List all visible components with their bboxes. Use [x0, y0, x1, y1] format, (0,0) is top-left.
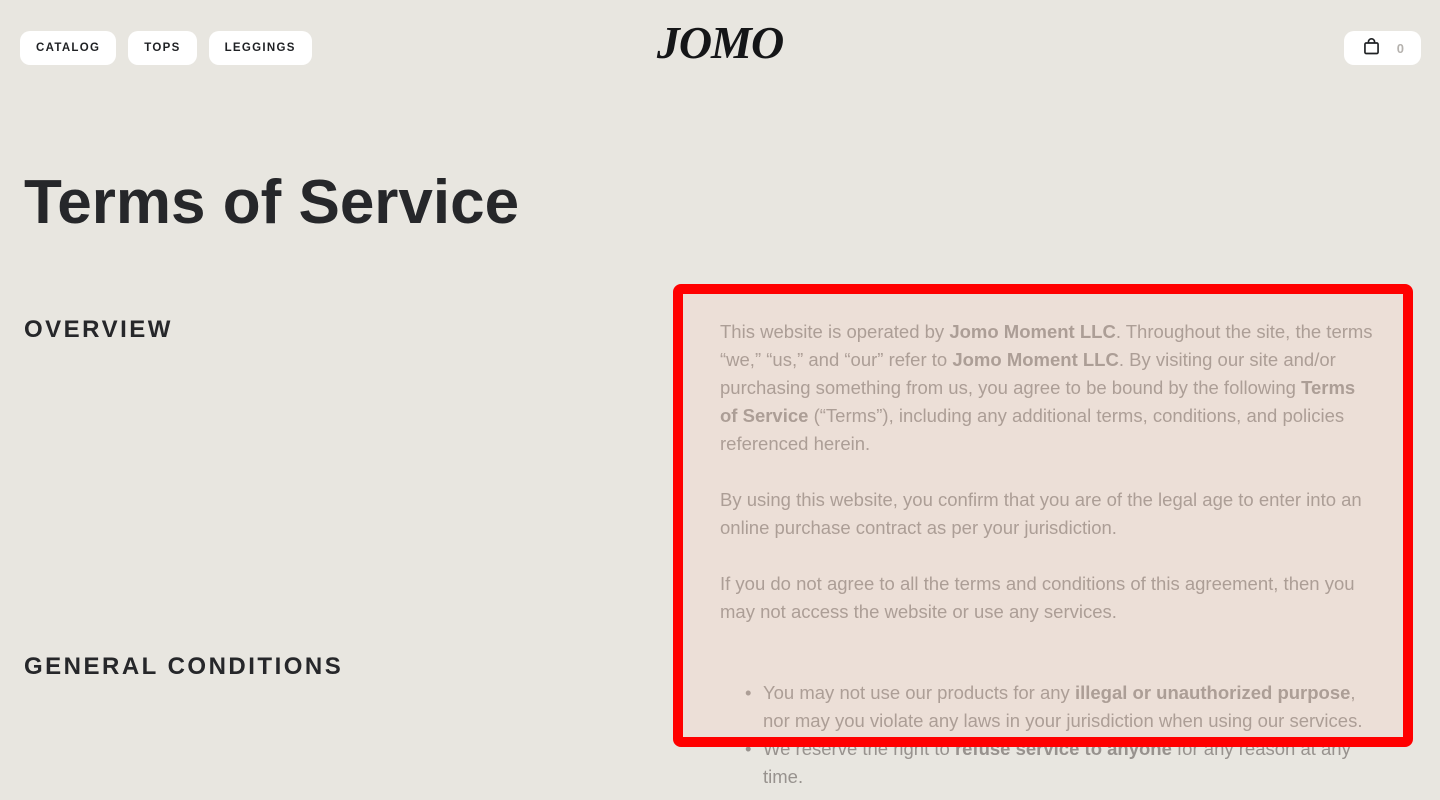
general-conditions-list	[720, 679, 1376, 791]
general-conditions-heading: GENERAL CONDITIONS	[24, 653, 344, 680]
general-conditions-content	[720, 653, 1440, 791]
cart-count: 0	[1396, 40, 1404, 56]
bullet-item: • You may not use our products for any illegal or unauthorized purpose, nor may you violate any laws in your jurisdiction when using our services.	[745, 679, 1376, 735]
overview-heading: OVERVIEW	[24, 316, 173, 343]
site-logo[interactable]: JOMO	[656, 17, 784, 68]
section-general-conditions	[0, 653, 1440, 791]
page-title: Terms of Service	[24, 168, 520, 237]
paragraph: If you do not agree to all the terms and conditions of this agreement, then you may not access the website or use any services.	[720, 573, 1355, 622]
nav-button-tops[interactable]: TOPS	[128, 31, 196, 65]
shopping-bag-icon	[1361, 36, 1382, 60]
nav-button-leggings[interactable]: LEGGINGS	[209, 31, 312, 65]
main-nav	[20, 31, 312, 65]
bullet-item: • We reserve the right to refuse service to anyone for any reason at any time.	[745, 735, 1376, 791]
paragraph: This website is operated by Jomo Moment LLC. Throughout the site, the terms “we,” “us,” and “our” refer to Jomo Moment LLC. By visiting our site and/or purchasing something from us, you agree to be bound by the following Terms of Service (“Terms”), including any additional terms, conditions, and policies referenced herein.	[720, 321, 1373, 454]
terms-body	[0, 316, 1440, 791]
cart-button[interactable]	[1344, 31, 1421, 65]
overview-text	[720, 316, 1376, 626]
paragraph: By using this website, you confirm that you are of the legal age to enter into an online purchase contract as per your jurisdiction.	[720, 489, 1362, 538]
section-overview	[0, 316, 1440, 626]
main-content	[0, 168, 1440, 791]
site-header	[0, 0, 1440, 96]
nav-button-catalog[interactable]: CATALOG	[20, 31, 116, 65]
